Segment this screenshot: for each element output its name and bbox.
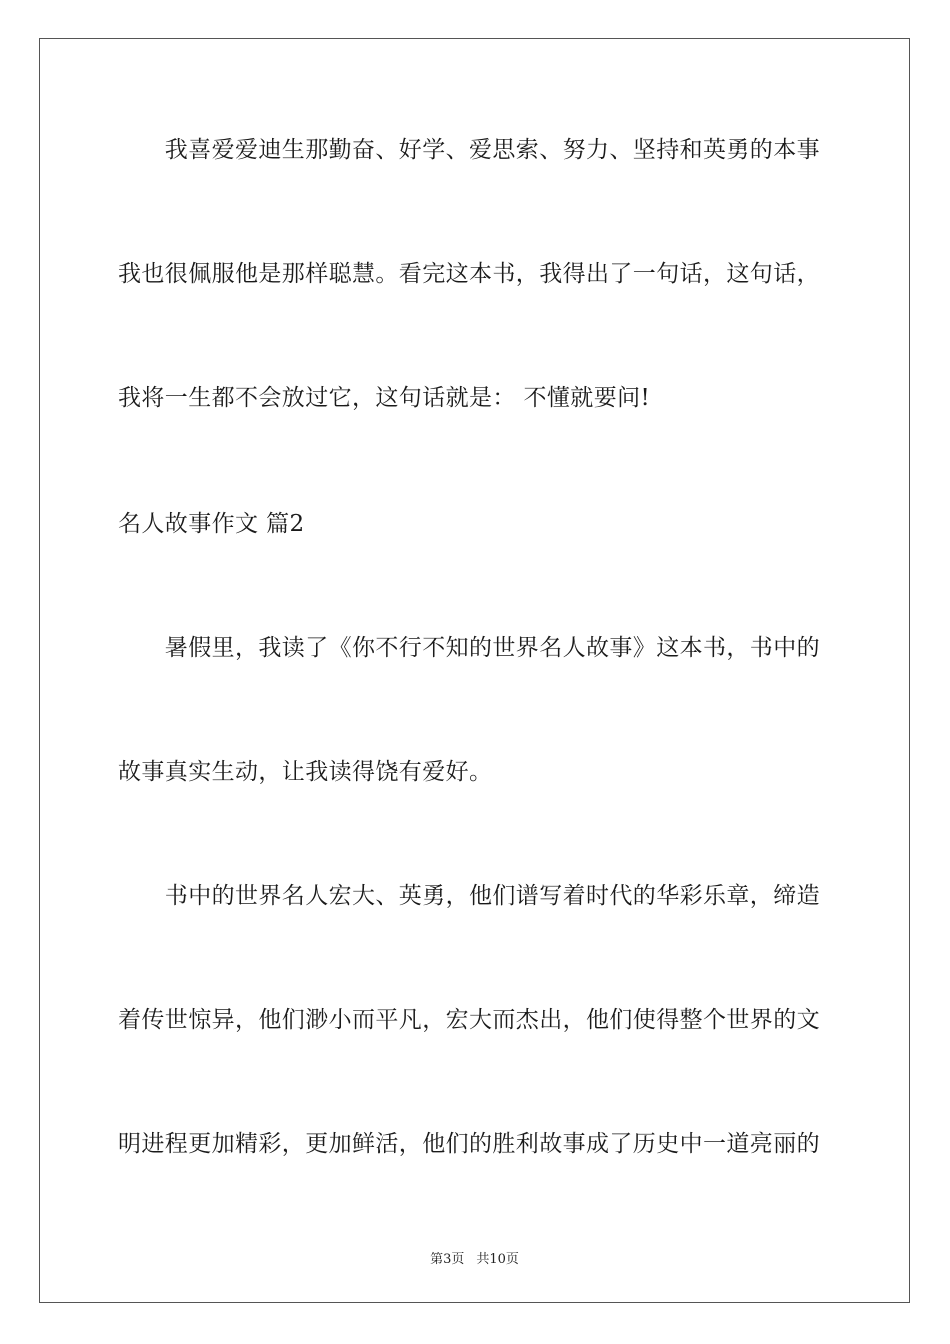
page-number: 第3页 [430,1252,465,1267]
text-line: 我喜爱爱迪生那勤奋、好学、爱思索、努力、坚持和英勇的本事 [118,137,820,163]
page-total: 共10页 [476,1252,519,1267]
page-footer [40,1248,909,1267]
text-line: 暑假里，我读了《你不行不知的世界名人故事》这本书，书中的 [118,635,820,661]
text-line: 我也很佩服他是那样聪慧。看完这本书，我得出了一句话，这句话， [118,261,820,287]
text-line: 着传世惊异，他们渺小而平凡，宏大而杰出，他们使得整个世界的文 [118,1007,820,1033]
text-line: 书中的世界名人宏大、英勇，他们谱写着时代的华彩乐章，缔造 [118,883,820,909]
section-heading: 名人故事作文 篇2 [118,511,305,537]
text-line: 故事真实生动，让我读得饶有爱好。 [118,759,493,785]
document-page [39,38,910,1303]
text-line: 我将一生都不会放过它，这句话就是： 不懂就要问! [118,385,651,411]
text-line: 明进程更加精彩，更加鲜活，他们的胜利故事成了历史中一道亮丽的 [118,1131,820,1157]
